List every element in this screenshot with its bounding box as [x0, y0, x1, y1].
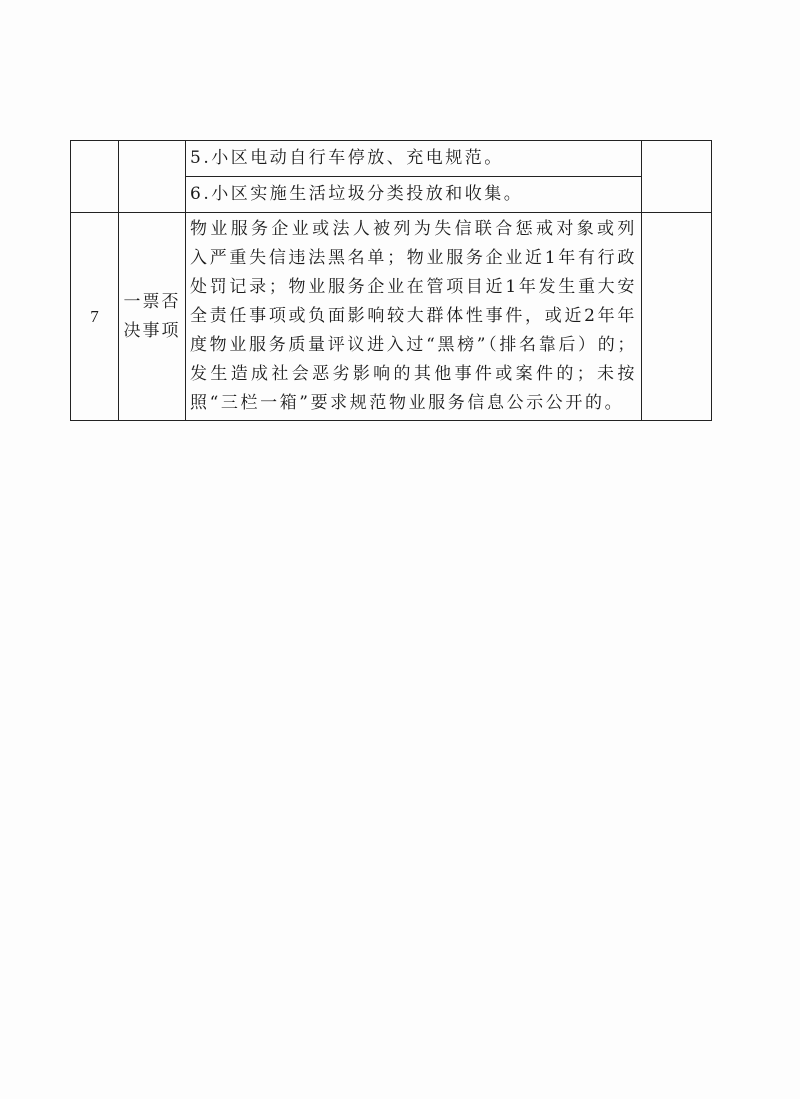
criteria-table: [70, 140, 712, 421]
table-row: [71, 141, 712, 177]
row-category: 一票否决事项: [119, 213, 186, 421]
row-content: 物业服务企业或法人被列为失信联合惩戒对象或列入严重失信违法黑名单；物业服务企业近1年有行政处罚记录；物业服务企业在管项目近1年发生重大安全责任事项或负面影响较大群体性事件，或近2年年度物业服务质量评议进入过“黑榜”（排名靠后）的；发生造成社会恶劣影响的其他事件或案件的；未按照“三栏一箱”要求规范物业服务信息公示公开的。: [186, 213, 642, 421]
criteria-table-wrapper: [70, 140, 711, 421]
criteria-item-6: 6.小区实施生活垃圾分类投放和收集。: [186, 177, 642, 213]
criteria-item-5: 5.小区电动自行车停放、充电规范。: [186, 141, 642, 177]
score-cell-empty: [642, 141, 712, 213]
row-number: 7: [71, 213, 119, 421]
table-row: [71, 213, 712, 421]
number-cell-empty: [71, 141, 119, 213]
category-cell-empty: [119, 141, 186, 213]
score-cell-empty: [642, 213, 712, 421]
